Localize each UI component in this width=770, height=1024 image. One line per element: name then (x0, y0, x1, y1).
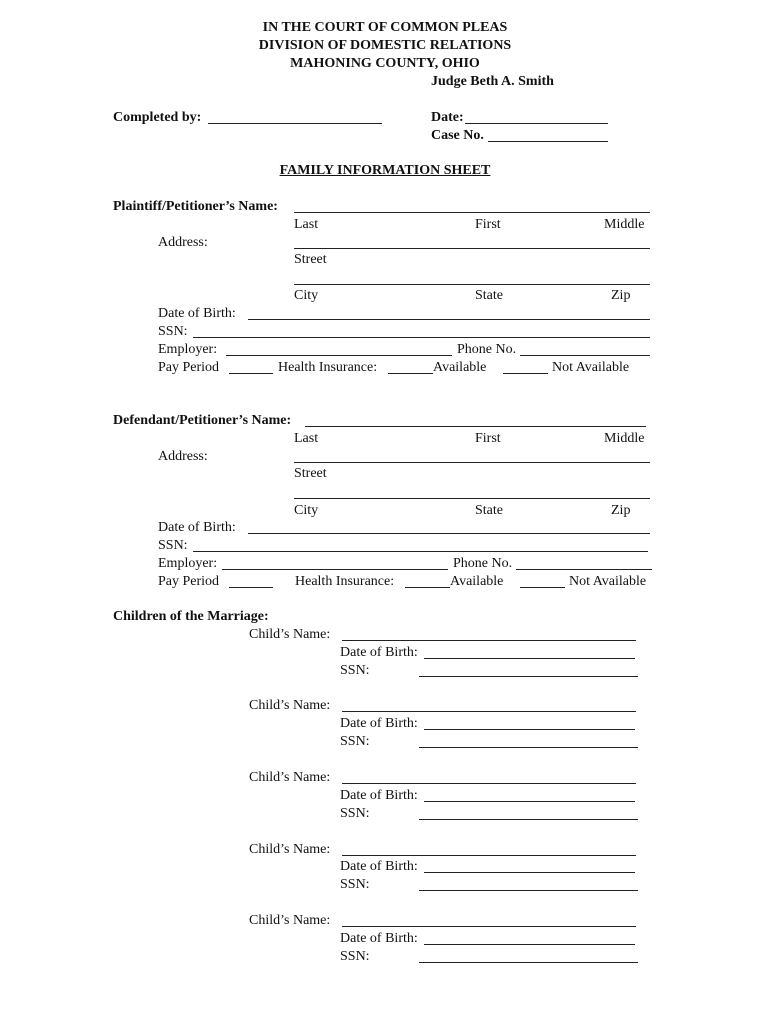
child-4-ssn-field[interactable] (419, 890, 638, 891)
plaintiff-available-label: Available (433, 360, 487, 375)
defendant-name-label: Defendant/Petitioner’s Name: (113, 413, 292, 428)
defendant-dob-label: Date of Birth: (158, 520, 236, 535)
defendant-street-field[interactable] (294, 462, 650, 463)
defendant-phone-field[interactable] (516, 569, 652, 570)
child-3-ssn-field[interactable] (419, 819, 638, 820)
plaintiff-city-label: City (294, 288, 319, 303)
defendant-not-available-label: Not Available (569, 574, 647, 589)
date-label: Date: (431, 110, 464, 125)
child-4-name-label: Child’s Name: (249, 842, 331, 857)
child-2-dob-label: Date of Birth: (340, 716, 418, 731)
defendant-dob-field[interactable] (248, 533, 650, 534)
defendant-ssn-field[interactable] (193, 551, 648, 552)
child-2-ssn-label: SSN: (340, 734, 370, 749)
defendant-city-field[interactable] (294, 498, 650, 499)
plaintiff-pay-period-field[interactable] (229, 373, 273, 374)
plaintiff-zip-label: Zip (611, 288, 631, 303)
child-2-name-field[interactable] (342, 711, 636, 712)
plaintiff-pay-period-label: Pay Period (158, 360, 220, 375)
plaintiff-phone-label: Phone No. (457, 342, 517, 357)
defendant-pay-period-label: Pay Period (158, 574, 220, 589)
plaintiff-first-label: First (475, 217, 501, 232)
child-5-ssn-field[interactable] (419, 962, 638, 963)
plaintiff-street-field[interactable] (294, 248, 650, 249)
form-title: FAMILY INFORMATION SHEET (279, 163, 491, 178)
defendant-available-label: Available (450, 574, 504, 589)
child-3-dob-field[interactable] (424, 801, 635, 802)
child-4-dob-field[interactable] (424, 872, 635, 873)
case-no-field[interactable] (488, 141, 608, 142)
plaintiff-phone-field[interactable] (520, 355, 650, 356)
child-2-ssn-field[interactable] (419, 747, 638, 748)
defendant-street-label: Street (294, 466, 327, 481)
defendant-address-label: Address: (158, 449, 208, 464)
defendant-employer-label: Employer: (158, 556, 218, 571)
defendant-not-available-field[interactable] (520, 587, 565, 588)
child-5-ssn-label: SSN: (340, 949, 370, 964)
child-1-name-label: Child’s Name: (249, 627, 331, 642)
plaintiff-middle-label: Middle (604, 217, 645, 232)
plaintiff-health-label: Health Insurance: (278, 360, 378, 375)
plaintiff-state-label: State (475, 288, 503, 303)
date-field[interactable] (465, 123, 608, 124)
plaintiff-not-available-label: Not Available (552, 360, 630, 375)
child-5-name-label: Child’s Name: (249, 913, 331, 928)
plaintiff-dob-label: Date of Birth: (158, 306, 236, 321)
child-3-name-label: Child’s Name: (249, 770, 331, 785)
defendant-health-label: Health Insurance: (295, 574, 395, 589)
child-5-name-field[interactable] (342, 926, 636, 927)
child-1-ssn-field[interactable] (419, 676, 638, 677)
defendant-available-field[interactable] (405, 587, 450, 588)
defendant-ssn-label: SSN: (158, 538, 188, 553)
plaintiff-city-field[interactable] (294, 284, 650, 285)
defendant-name-field[interactable] (305, 426, 646, 427)
child-2-name-label: Child’s Name: (249, 698, 331, 713)
defendant-state-label: State (475, 503, 503, 518)
defendant-last-label: Last (294, 431, 319, 446)
plaintiff-last-label: Last (294, 217, 319, 232)
defendant-city-label: City (294, 503, 319, 518)
child-1-dob-label: Date of Birth: (340, 645, 418, 660)
plaintiff-name-label: Plaintiff/Petitioner’s Name: (113, 199, 278, 214)
plaintiff-dob-field[interactable] (248, 319, 650, 320)
child-3-ssn-label: SSN: (340, 806, 370, 821)
child-1-ssn-label: SSN: (340, 663, 370, 678)
plaintiff-ssn-field[interactable] (193, 337, 650, 338)
plaintiff-ssn-label: SSN: (158, 324, 188, 339)
plaintiff-street-label: Street (294, 252, 327, 267)
completed-by-label: Completed by: (113, 110, 202, 125)
division-name: DIVISION OF DOMESTIC RELATIONS (258, 38, 512, 53)
defendant-employer-field[interactable] (222, 569, 448, 570)
children-heading: Children of the Marriage: (113, 609, 269, 624)
child-4-dob-label: Date of Birth: (340, 859, 418, 874)
defendant-zip-label: Zip (611, 503, 631, 518)
plaintiff-employer-label: Employer: (158, 342, 218, 357)
defendant-pay-period-field[interactable] (229, 587, 273, 588)
judge-name: Judge Beth A. Smith (431, 74, 554, 89)
county-name: MAHONING COUNTY, OHIO (290, 56, 480, 71)
plaintiff-employer-field[interactable] (226, 355, 452, 356)
defendant-first-label: First (475, 431, 501, 446)
child-4-ssn-label: SSN: (340, 877, 370, 892)
plaintiff-available-field[interactable] (388, 373, 433, 374)
child-3-name-field[interactable] (342, 783, 636, 784)
court-name: IN THE COURT OF COMMON PLEAS (262, 20, 508, 35)
child-4-name-field[interactable] (342, 855, 636, 856)
child-1-dob-field[interactable] (424, 658, 635, 659)
plaintiff-not-available-field[interactable] (503, 373, 548, 374)
plaintiff-name-field[interactable] (294, 212, 650, 213)
child-5-dob-field[interactable] (424, 944, 635, 945)
child-3-dob-label: Date of Birth: (340, 788, 418, 803)
plaintiff-address-label: Address: (158, 235, 208, 250)
case-no-label: Case No. (431, 128, 484, 143)
defendant-phone-label: Phone No. (453, 556, 513, 571)
child-1-name-field[interactable] (342, 640, 636, 641)
child-2-dob-field[interactable] (424, 729, 635, 730)
completed-by-field[interactable] (208, 123, 382, 124)
child-5-dob-label: Date of Birth: (340, 931, 418, 946)
defendant-middle-label: Middle (604, 431, 645, 446)
